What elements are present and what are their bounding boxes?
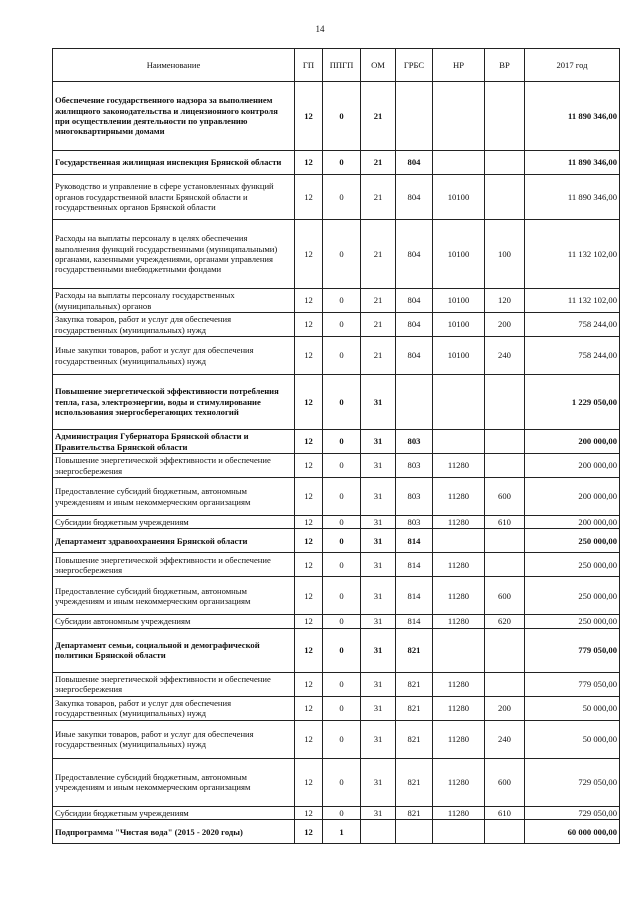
cell-gp: 12	[295, 516, 323, 529]
cell-om: 31	[361, 720, 396, 758]
cell-amount: 250 000,00	[525, 615, 620, 628]
cell-ppgp: 1	[323, 820, 361, 844]
cell-gp: 12	[295, 758, 323, 806]
table-row	[53, 615, 620, 628]
cell-vr: 240	[485, 337, 525, 375]
table-body	[53, 82, 620, 844]
cell-gp: 12	[295, 313, 323, 337]
cell-name: Субсидии бюджетным учреждениям	[53, 516, 295, 529]
cell-grbs: 821	[396, 696, 433, 720]
cell-ppgp: 0	[323, 577, 361, 615]
cell-ppgp: 0	[323, 375, 361, 430]
cell-amount: 11 890 346,00	[525, 175, 620, 220]
table-row	[53, 151, 620, 175]
table-row	[53, 478, 620, 516]
cell-amount: 250 000,00	[525, 577, 620, 615]
cell-ppgp: 0	[323, 672, 361, 696]
cell-ppgp: 0	[323, 516, 361, 529]
table-row	[53, 696, 620, 720]
cell-name: Департамент семьи, социальной и демографической политики Брянской области	[53, 628, 295, 672]
cell-gp: 12	[295, 454, 323, 478]
cell-gp: 12	[295, 696, 323, 720]
cell-nr: 11280	[433, 720, 485, 758]
cell-grbs: 804	[396, 337, 433, 375]
cell-grbs: 821	[396, 758, 433, 806]
cell-name: Расходы на выплаты персоналу в целях обеспечения выполнения функций государственными (муниципальными) органами, казенными учреждениями, органами управления государственными внебюджетными фондами	[53, 220, 295, 289]
cell-nr	[433, 430, 485, 454]
cell-ppgp: 0	[323, 175, 361, 220]
cell-nr: 11280	[433, 696, 485, 720]
cell-name: Государственная жилищная инспекция Брянской области	[53, 151, 295, 175]
cell-vr: 600	[485, 758, 525, 806]
cell-vr	[485, 672, 525, 696]
cell-name: Департамент здравоохранения Брянской области	[53, 529, 295, 553]
cell-name: Иные закупки товаров, работ и услуг для обеспечения государственных (муниципальных) нужд	[53, 720, 295, 758]
cell-gp: 12	[295, 151, 323, 175]
cell-gp: 12	[295, 82, 323, 151]
table-row	[53, 313, 620, 337]
cell-name: Закупка товаров, работ и услуг для обеспечения государственных (муниципальных) нужд	[53, 696, 295, 720]
cell-ppgp: 0	[323, 696, 361, 720]
cell-gp: 12	[295, 337, 323, 375]
cell-amount: 250 000,00	[525, 529, 620, 553]
cell-om: 31	[361, 615, 396, 628]
header-grbs: ГРБС	[396, 49, 433, 82]
cell-vr	[485, 529, 525, 553]
cell-om: 31	[361, 478, 396, 516]
cell-grbs: 821	[396, 720, 433, 758]
cell-ppgp: 0	[323, 289, 361, 313]
cell-name: Администрация Губернатора Брянской области и Правительства Брянской области	[53, 430, 295, 454]
cell-amount: 200 000,00	[525, 454, 620, 478]
cell-om: 21	[361, 220, 396, 289]
cell-amount: 60 000 000,00	[525, 820, 620, 844]
header-year-2017: 2017 год	[525, 49, 620, 82]
header-nr: НР	[433, 49, 485, 82]
cell-gp: 12	[295, 577, 323, 615]
cell-om: 31	[361, 696, 396, 720]
cell-ppgp: 0	[323, 553, 361, 577]
budget-table	[52, 48, 620, 844]
cell-vr: 200	[485, 696, 525, 720]
cell-ppgp: 0	[323, 151, 361, 175]
cell-nr: 11280	[433, 454, 485, 478]
cell-ppgp: 0	[323, 806, 361, 819]
cell-grbs: 804	[396, 175, 433, 220]
table-row	[53, 577, 620, 615]
cell-vr	[485, 628, 525, 672]
cell-name: Обеспечение государственного надзора за выполнением жилищного законодательства и лицензионного контроля при осуществлении деятельности по управлению многоквартирными домами	[53, 82, 295, 151]
cell-grbs: 804	[396, 151, 433, 175]
cell-amount: 200 000,00	[525, 430, 620, 454]
cell-ppgp: 0	[323, 758, 361, 806]
cell-grbs: 803	[396, 478, 433, 516]
cell-grbs: 814	[396, 553, 433, 577]
cell-grbs: 804	[396, 289, 433, 313]
cell-amount: 729 050,00	[525, 758, 620, 806]
cell-om: 31	[361, 454, 396, 478]
cell-amount: 250 000,00	[525, 553, 620, 577]
cell-grbs: 804	[396, 313, 433, 337]
cell-vr: 610	[485, 806, 525, 819]
cell-amount: 200 000,00	[525, 516, 620, 529]
cell-name: Расходы на выплаты персоналу государственных (муниципальных) органов	[53, 289, 295, 313]
cell-om: 21	[361, 151, 396, 175]
cell-vr	[485, 430, 525, 454]
cell-amount: 11 132 102,00	[525, 289, 620, 313]
table-row	[53, 553, 620, 577]
cell-amount: 50 000,00	[525, 696, 620, 720]
cell-nr: 11280	[433, 577, 485, 615]
cell-om: 31	[361, 375, 396, 430]
cell-ppgp: 0	[323, 628, 361, 672]
cell-om: 21	[361, 313, 396, 337]
header-vr: ВР	[485, 49, 525, 82]
cell-om: 31	[361, 516, 396, 529]
cell-name: Подпрограмма "Чистая вода" (2015 - 2020 годы)	[53, 820, 295, 844]
table-row	[53, 720, 620, 758]
cell-grbs: 821	[396, 628, 433, 672]
cell-gp: 12	[295, 175, 323, 220]
cell-om: 31	[361, 758, 396, 806]
cell-nr: 11280	[433, 615, 485, 628]
table-row	[53, 529, 620, 553]
cell-gp: 12	[295, 820, 323, 844]
cell-name: Повышение энергетической эффективности и обеспечение энергосбережения	[53, 553, 295, 577]
cell-vr: 610	[485, 516, 525, 529]
cell-om: 31	[361, 553, 396, 577]
cell-name: Субсидии бюджетным учреждениям	[53, 806, 295, 819]
cell-ppgp: 0	[323, 529, 361, 553]
cell-gp: 12	[295, 628, 323, 672]
cell-gp: 12	[295, 806, 323, 819]
cell-name: Иные закупки товаров, работ и услуг для обеспечения государственных (муниципальных) нужд	[53, 337, 295, 375]
cell-ppgp: 0	[323, 220, 361, 289]
cell-name: Повышение энергетической эффективности и обеспечение энергосбережения	[53, 454, 295, 478]
cell-vr	[485, 454, 525, 478]
cell-amount: 779 050,00	[525, 672, 620, 696]
cell-om	[361, 820, 396, 844]
cell-gp: 12	[295, 720, 323, 758]
cell-ppgp: 0	[323, 313, 361, 337]
cell-ppgp: 0	[323, 82, 361, 151]
cell-amount: 729 050,00	[525, 806, 620, 819]
cell-nr	[433, 820, 485, 844]
cell-gp: 12	[295, 289, 323, 313]
cell-vr	[485, 175, 525, 220]
cell-vr	[485, 820, 525, 844]
cell-nr: 11280	[433, 672, 485, 696]
cell-amount: 200 000,00	[525, 478, 620, 516]
header-ppgp: ППГП	[323, 49, 361, 82]
cell-vr	[485, 375, 525, 430]
cell-grbs: 814	[396, 577, 433, 615]
cell-om: 31	[361, 806, 396, 819]
cell-name: Предоставление субсидий бюджетным, автономным учреждениям и иным некоммерческим организациям	[53, 577, 295, 615]
cell-ppgp: 0	[323, 430, 361, 454]
header-gp: ГП	[295, 49, 323, 82]
cell-grbs: 803	[396, 454, 433, 478]
cell-om: 31	[361, 672, 396, 696]
table-row	[53, 175, 620, 220]
cell-amount: 1 229 050,00	[525, 375, 620, 430]
cell-grbs	[396, 820, 433, 844]
cell-vr: 620	[485, 615, 525, 628]
cell-ppgp: 0	[323, 337, 361, 375]
page-number: 14	[315, 24, 325, 34]
cell-grbs	[396, 82, 433, 151]
cell-amount: 11 132 102,00	[525, 220, 620, 289]
cell-nr	[433, 151, 485, 175]
cell-name: Повышение энергетической эффективности потребления тепла, газа, электроэнергии, воды и стимулирование использования энергосберегающих технологий	[53, 375, 295, 430]
cell-ppgp: 0	[323, 454, 361, 478]
cell-om: 21	[361, 337, 396, 375]
cell-vr: 600	[485, 478, 525, 516]
cell-nr: 11280	[433, 478, 485, 516]
table-row	[53, 758, 620, 806]
header-name: Наименование	[53, 49, 295, 82]
cell-name: Предоставление субсидий бюджетным, автономным учреждениям и иным некоммерческим организациям	[53, 478, 295, 516]
cell-gp: 12	[295, 553, 323, 577]
cell-om: 31	[361, 628, 396, 672]
table-row	[53, 82, 620, 151]
cell-nr: 11280	[433, 516, 485, 529]
cell-name: Закупка товаров, работ и услуг для обеспечения государственных (муниципальных) нужд	[53, 313, 295, 337]
cell-om: 31	[361, 529, 396, 553]
table-row	[53, 337, 620, 375]
cell-om: 21	[361, 175, 396, 220]
cell-om: 31	[361, 577, 396, 615]
cell-grbs: 821	[396, 672, 433, 696]
table-header-row	[53, 49, 620, 82]
cell-name: Предоставление субсидий бюджетным, автономным учреждениям и иным некоммерческим организациям	[53, 758, 295, 806]
cell-om: 31	[361, 430, 396, 454]
table-row	[53, 628, 620, 672]
cell-name: Повышение энергетической эффективности и обеспечение энергосбережения	[53, 672, 295, 696]
cell-vr: 100	[485, 220, 525, 289]
cell-gp: 12	[295, 529, 323, 553]
cell-nr: 11280	[433, 553, 485, 577]
cell-gp: 12	[295, 220, 323, 289]
cell-nr: 10100	[433, 289, 485, 313]
table-row	[53, 806, 620, 819]
table-row	[53, 672, 620, 696]
cell-nr: 10100	[433, 313, 485, 337]
table-row	[53, 289, 620, 313]
cell-grbs: 821	[396, 806, 433, 819]
cell-nr: 11280	[433, 758, 485, 806]
table-row	[53, 375, 620, 430]
cell-gp: 12	[295, 615, 323, 628]
cell-gp: 12	[295, 375, 323, 430]
table-row	[53, 220, 620, 289]
cell-nr	[433, 628, 485, 672]
cell-nr: 10100	[433, 337, 485, 375]
cell-vr	[485, 553, 525, 577]
header-om: ОМ	[361, 49, 396, 82]
table-row	[53, 430, 620, 454]
cell-amount: 779 050,00	[525, 628, 620, 672]
cell-vr: 120	[485, 289, 525, 313]
cell-gp: 12	[295, 478, 323, 516]
cell-vr	[485, 82, 525, 151]
cell-amount: 758 244,00	[525, 313, 620, 337]
cell-ppgp: 0	[323, 615, 361, 628]
cell-nr	[433, 529, 485, 553]
cell-vr: 600	[485, 577, 525, 615]
table-row	[53, 516, 620, 529]
cell-name: Руководство и управление в сфере установленных функций органов государственной власти Брянской области и государственных органов Брянской области	[53, 175, 295, 220]
cell-ppgp: 0	[323, 478, 361, 516]
cell-om: 21	[361, 82, 396, 151]
cell-grbs: 803	[396, 430, 433, 454]
cell-amount: 758 244,00	[525, 337, 620, 375]
cell-vr: 200	[485, 313, 525, 337]
cell-amount: 50 000,00	[525, 720, 620, 758]
cell-ppgp: 0	[323, 720, 361, 758]
table-row	[53, 820, 620, 844]
cell-vr: 240	[485, 720, 525, 758]
table-row	[53, 454, 620, 478]
cell-om: 21	[361, 289, 396, 313]
cell-grbs: 803	[396, 516, 433, 529]
cell-name: Субсидии автономным учреждениям	[53, 615, 295, 628]
cell-nr: 10100	[433, 175, 485, 220]
cell-nr	[433, 375, 485, 430]
cell-nr: 10100	[433, 220, 485, 289]
cell-nr	[433, 82, 485, 151]
cell-grbs	[396, 375, 433, 430]
cell-grbs: 814	[396, 529, 433, 553]
cell-gp: 12	[295, 672, 323, 696]
cell-gp: 12	[295, 430, 323, 454]
cell-grbs: 804	[396, 220, 433, 289]
cell-amount: 11 890 346,00	[525, 82, 620, 151]
cell-grbs: 814	[396, 615, 433, 628]
cell-vr	[485, 151, 525, 175]
cell-nr: 11280	[433, 806, 485, 819]
cell-amount: 11 890 346,00	[525, 151, 620, 175]
